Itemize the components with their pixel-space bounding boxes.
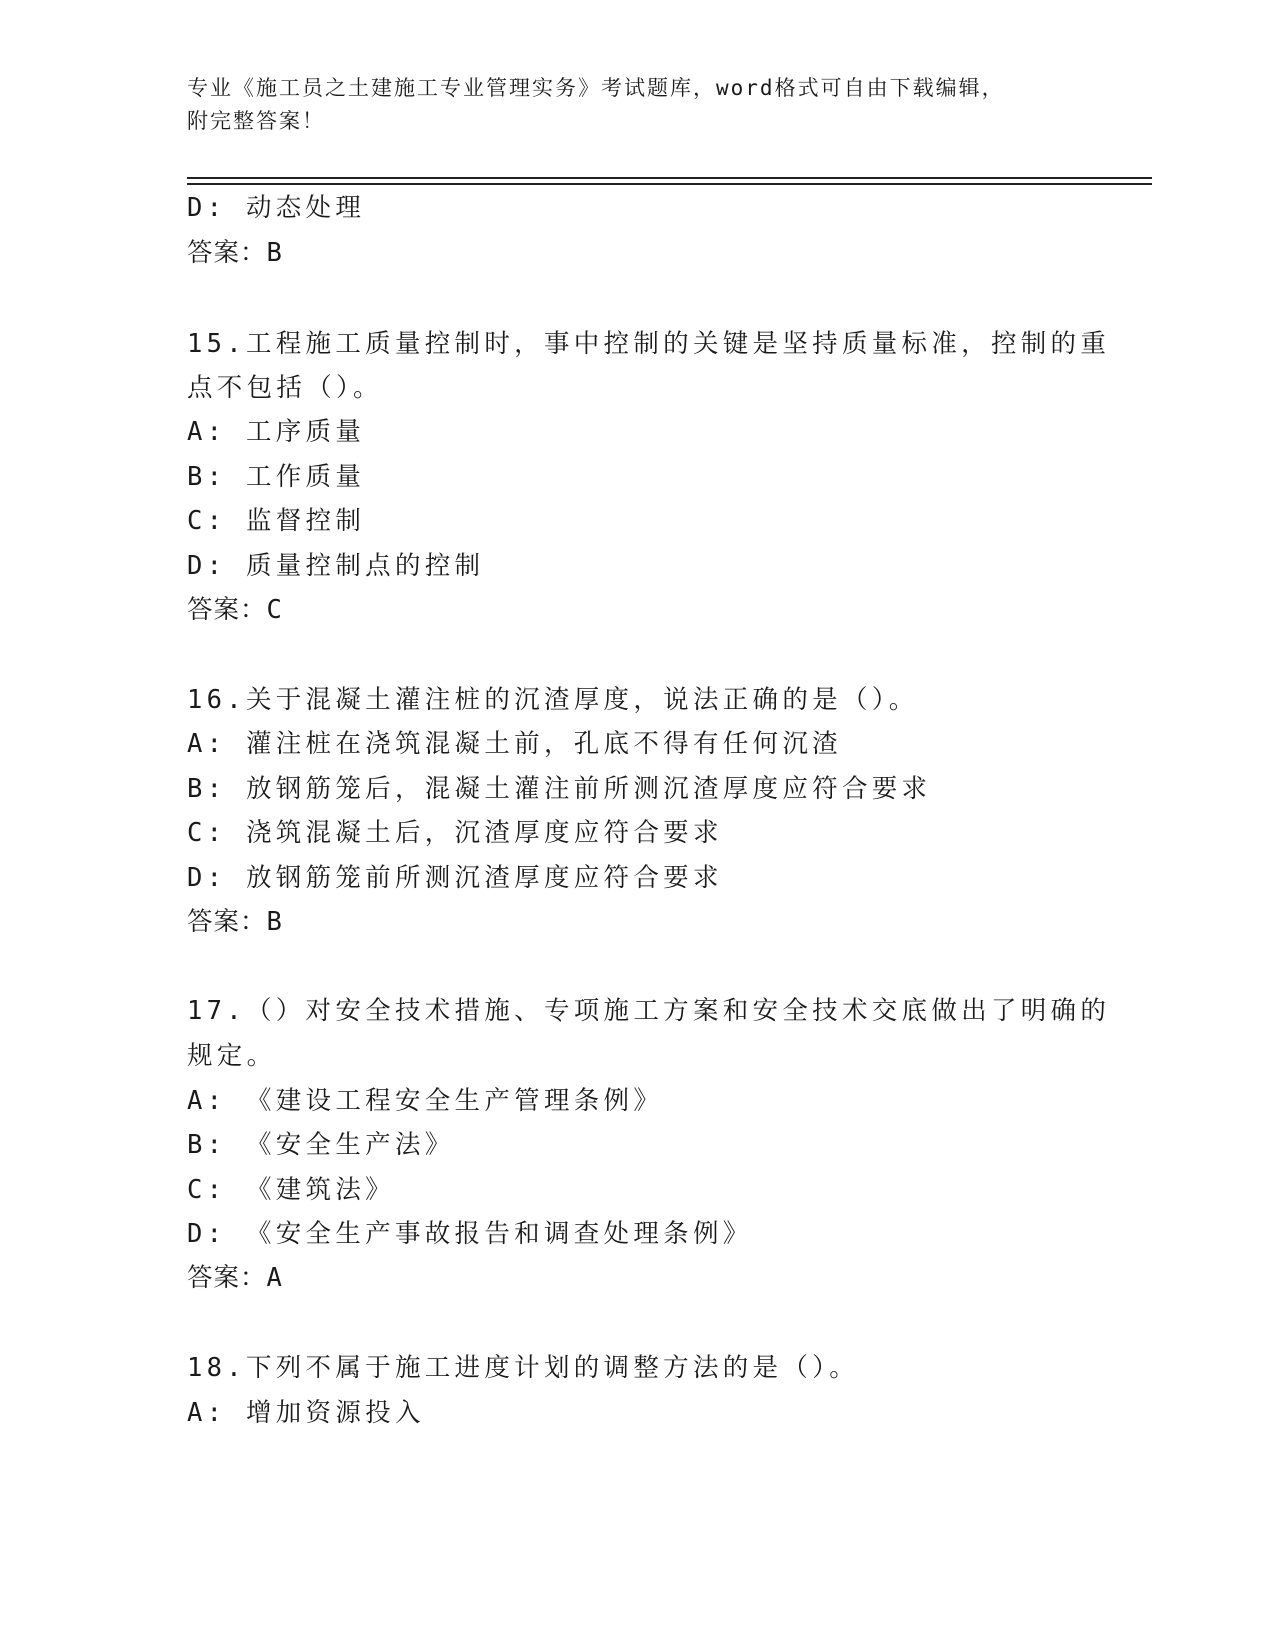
answer-prev <box>187 237 283 269</box>
question-16-option-b: B: 放钢筋笼后，混凝土灌注前所测沉渣厚度应符合要求 <box>187 774 932 804</box>
question-15-option-c: C: 监督控制 <box>187 506 366 536</box>
answer-value: A <box>266 1263 283 1293</box>
question-15-option-d: D: 质量控制点的控制 <box>187 551 485 581</box>
question-18-stem-line-1: 18.下列不属于施工进度计划的调整方法的是（）。 <box>187 1353 860 1383</box>
header-line-1: 专业《施工员之土建施工专业管理实务》考试题库，word格式可自由下载编辑， <box>187 76 1005 100</box>
answer-label: 答案： <box>187 238 267 268</box>
question-17-answer <box>187 1262 283 1294</box>
answer-label: 答案： <box>187 595 267 625</box>
question-17-option-c: C: 《建筑法》 <box>187 1175 395 1205</box>
header-divider-top <box>187 177 1152 179</box>
question-16-option-a: A: 灌注桩在浇筑混凝土前，孔底不得有任何沉渣 <box>187 729 842 759</box>
question-15-stem-line-1: 15.工程施工质量控制时，事中控制的关键是坚持质量标准，控制的重 <box>187 329 1111 359</box>
answer-label: 答案： <box>187 1263 267 1293</box>
answer-value: C <box>266 595 283 625</box>
question-17-option-a: A: 《建设工程安全生产管理条例》 <box>187 1086 664 1116</box>
option-d-prev: D: 动态处理 <box>187 193 366 223</box>
question-15-answer <box>187 594 283 626</box>
question-17-option-b: B: 《安全生产法》 <box>187 1130 455 1160</box>
answer-label: 答案： <box>187 907 267 937</box>
question-16-answer <box>187 906 283 938</box>
question-17-option-d: D: 《安全生产事故报告和调查处理条例》 <box>187 1219 753 1249</box>
header-divider-bottom <box>187 183 1152 185</box>
question-16-option-c: C: 浇筑混凝土后，沉渣厚度应符合要求 <box>187 818 723 848</box>
question-18-option-a: A: 增加资源投入 <box>187 1398 425 1428</box>
document-header <box>187 72 1067 138</box>
question-16-option-d: D: 放钢筋笼前所测沉渣厚度应符合要求 <box>187 863 723 893</box>
question-15-option-b: B: 工作质量 <box>187 462 366 492</box>
question-16-stem-line-1: 16.关于混凝土灌注桩的沉渣厚度，说法正确的是（）。 <box>187 685 919 715</box>
question-15-stem-line-2: 点不包括（）。 <box>187 373 383 403</box>
question-17-stem-line-1: 17.（）对安全技术措施、专项施工方案和安全技术交底做出了明确的 <box>187 996 1111 1026</box>
question-15-option-a: A: 工序质量 <box>187 417 366 447</box>
answer-value: B <box>266 238 283 268</box>
header-line-2: 附完整答案！ <box>187 109 325 133</box>
question-17-stem-line-2: 规定。 <box>187 1041 277 1071</box>
answer-value: B <box>266 907 283 937</box>
